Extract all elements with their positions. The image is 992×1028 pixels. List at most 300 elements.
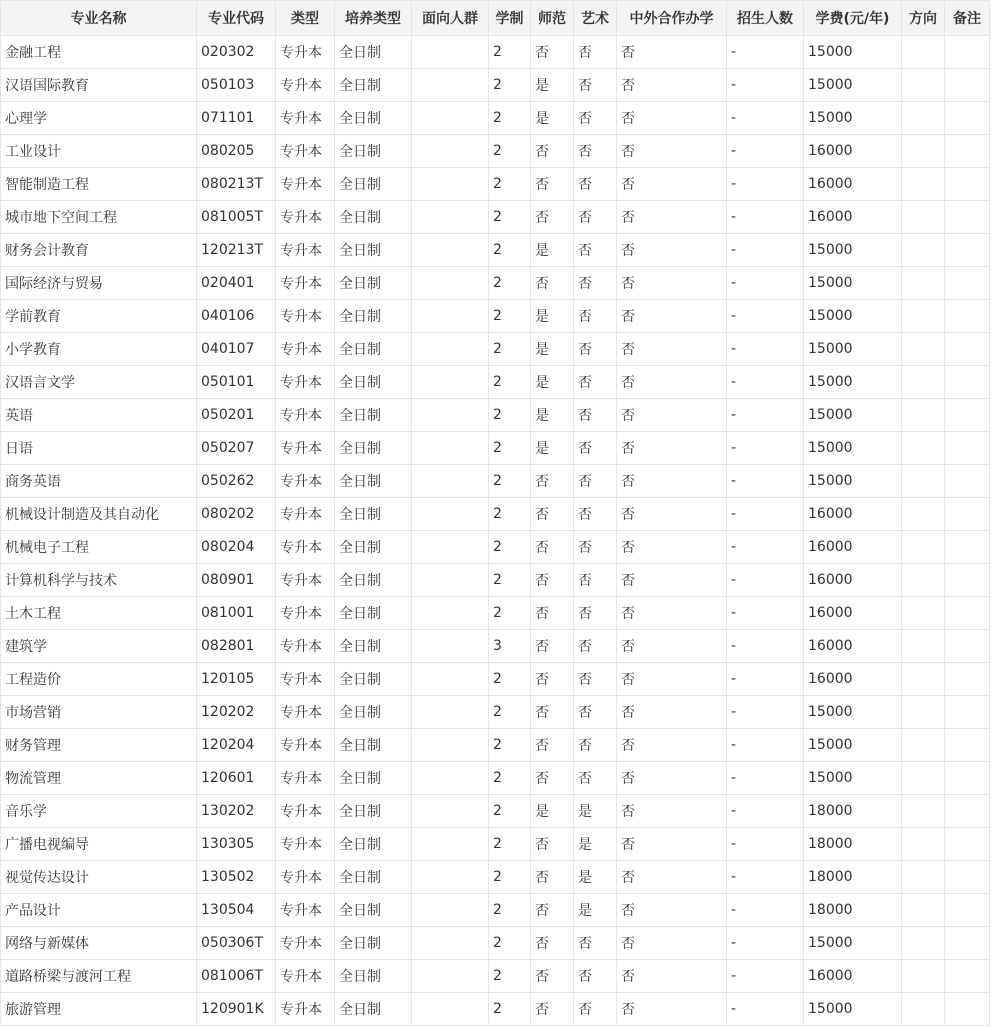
- cell-tuition: 18000: [804, 828, 902, 861]
- cell-study-mode: 全日制: [335, 597, 412, 630]
- cell-tuition: 15000: [804, 36, 902, 69]
- cell-target-group: [412, 102, 489, 135]
- cell-sino-foreign: 否: [617, 762, 727, 795]
- cell-tuition: 15000: [804, 69, 902, 102]
- cell-tuition: 15000: [804, 696, 902, 729]
- cell-major-code: 080205: [197, 135, 276, 168]
- cell-remarks: [945, 630, 990, 663]
- cell-type: 专升本: [276, 366, 335, 399]
- cell-direction: [902, 993, 945, 1026]
- cell-sino-foreign: 否: [617, 795, 727, 828]
- cell-enrollment: -: [727, 135, 804, 168]
- cell-duration: 2: [489, 927, 531, 960]
- cell-type: 专升本: [276, 168, 335, 201]
- cell-major-name: 财务管理: [1, 729, 197, 762]
- cell-sino-foreign: 否: [617, 597, 727, 630]
- cell-arts: 是: [574, 828, 617, 861]
- cell-major-name: 网络与新媒体: [1, 927, 197, 960]
- cell-arts: 否: [574, 399, 617, 432]
- cell-target-group: [412, 729, 489, 762]
- cell-remarks: [945, 696, 990, 729]
- cell-duration: 2: [489, 564, 531, 597]
- cell-enrollment: -: [727, 828, 804, 861]
- cell-enrollment: -: [727, 960, 804, 993]
- cell-arts: 否: [574, 630, 617, 663]
- cell-major-code: 120601: [197, 762, 276, 795]
- cell-target-group: [412, 498, 489, 531]
- cell-direction: [902, 201, 945, 234]
- table-row: [1, 729, 990, 762]
- cell-duration: 2: [489, 498, 531, 531]
- cell-tuition: 16000: [804, 663, 902, 696]
- cell-type: 专升本: [276, 201, 335, 234]
- cell-sino-foreign: 否: [617, 531, 727, 564]
- cell-type: 专升本: [276, 135, 335, 168]
- cell-sino-foreign: 否: [617, 663, 727, 696]
- cell-major-name: 音乐学: [1, 795, 197, 828]
- cell-major-name: 汉语国际教育: [1, 69, 197, 102]
- cell-remarks: [945, 399, 990, 432]
- cell-study-mode: 全日制: [335, 135, 412, 168]
- cell-major-code: 050306T: [197, 927, 276, 960]
- cell-remarks: [945, 366, 990, 399]
- table-row: [1, 960, 990, 993]
- cell-sino-foreign: 否: [617, 234, 727, 267]
- cell-sino-foreign: 否: [617, 102, 727, 135]
- cell-normal-school: 否: [531, 36, 574, 69]
- cell-arts: 否: [574, 960, 617, 993]
- cell-target-group: [412, 267, 489, 300]
- cell-major-code: 130305: [197, 828, 276, 861]
- cell-arts: 否: [574, 597, 617, 630]
- cell-target-group: [412, 465, 489, 498]
- cell-duration: 2: [489, 300, 531, 333]
- cell-major-code: 080213T: [197, 168, 276, 201]
- cell-study-mode: 全日制: [335, 729, 412, 762]
- cell-arts: 否: [574, 729, 617, 762]
- cell-normal-school: 是: [531, 300, 574, 333]
- cell-normal-school: 是: [531, 333, 574, 366]
- cell-major-code: 082801: [197, 630, 276, 663]
- cell-direction: [902, 432, 945, 465]
- cell-arts: 否: [574, 102, 617, 135]
- table-row: [1, 267, 990, 300]
- cell-normal-school: 否: [531, 729, 574, 762]
- cell-arts: 否: [574, 135, 617, 168]
- cell-remarks: [945, 663, 990, 696]
- cell-direction: [902, 663, 945, 696]
- cell-major-name: 工业设计: [1, 135, 197, 168]
- cell-direction: [902, 234, 945, 267]
- column-header-remarks: 备注: [945, 1, 990, 36]
- cell-tuition: 16000: [804, 960, 902, 993]
- cell-sino-foreign: 否: [617, 729, 727, 762]
- cell-target-group: [412, 663, 489, 696]
- table-row: [1, 927, 990, 960]
- cell-normal-school: 是: [531, 69, 574, 102]
- cell-major-name: 小学教育: [1, 333, 197, 366]
- table-row: [1, 894, 990, 927]
- column-header-direction: 方向: [902, 1, 945, 36]
- cell-major-name: 心理学: [1, 102, 197, 135]
- cell-arts: 否: [574, 69, 617, 102]
- cell-direction: [902, 69, 945, 102]
- cell-duration: 2: [489, 465, 531, 498]
- cell-remarks: [945, 729, 990, 762]
- cell-study-mode: 全日制: [335, 432, 412, 465]
- cell-sino-foreign: 否: [617, 465, 727, 498]
- cell-study-mode: 全日制: [335, 795, 412, 828]
- column-header-arts: 艺术: [574, 1, 617, 36]
- cell-sino-foreign: 否: [617, 993, 727, 1026]
- cell-type: 专升本: [276, 960, 335, 993]
- cell-enrollment: -: [727, 168, 804, 201]
- cell-tuition: 15000: [804, 333, 902, 366]
- cell-study-mode: 全日制: [335, 399, 412, 432]
- cell-enrollment: -: [727, 465, 804, 498]
- cell-type: 专升本: [276, 597, 335, 630]
- cell-target-group: [412, 234, 489, 267]
- cell-remarks: [945, 267, 990, 300]
- cell-direction: [902, 597, 945, 630]
- cell-major-code: 040107: [197, 333, 276, 366]
- cell-type: 专升本: [276, 36, 335, 69]
- cell-normal-school: 否: [531, 531, 574, 564]
- table-row: [1, 663, 990, 696]
- cell-arts: 否: [574, 333, 617, 366]
- cell-enrollment: -: [727, 201, 804, 234]
- cell-remarks: [945, 36, 990, 69]
- table-row: [1, 234, 990, 267]
- cell-normal-school: 否: [531, 168, 574, 201]
- cell-type: 专升本: [276, 927, 335, 960]
- cell-arts: 否: [574, 366, 617, 399]
- cell-type: 专升本: [276, 762, 335, 795]
- cell-duration: 2: [489, 993, 531, 1026]
- cell-arts: 否: [574, 432, 617, 465]
- cell-direction: [902, 729, 945, 762]
- header-row: [1, 1, 990, 36]
- cell-major-name: 机械电子工程: [1, 531, 197, 564]
- cell-target-group: [412, 960, 489, 993]
- column-header-normal-school: 师范: [531, 1, 574, 36]
- cell-major-code: 081006T: [197, 960, 276, 993]
- cell-direction: [902, 861, 945, 894]
- cell-major-code: 050101: [197, 366, 276, 399]
- cell-tuition: 16000: [804, 201, 902, 234]
- cell-tuition: 15000: [804, 399, 902, 432]
- cell-major-name: 计算机科学与技术: [1, 564, 197, 597]
- table-row: [1, 102, 990, 135]
- table-row: [1, 861, 990, 894]
- cell-enrollment: -: [727, 762, 804, 795]
- cell-arts: 否: [574, 762, 617, 795]
- cell-enrollment: -: [727, 333, 804, 366]
- cell-duration: 2: [489, 36, 531, 69]
- cell-tuition: 18000: [804, 894, 902, 927]
- cell-arts: 是: [574, 795, 617, 828]
- cell-type: 专升本: [276, 498, 335, 531]
- cell-remarks: [945, 201, 990, 234]
- cell-direction: [902, 630, 945, 663]
- cell-major-code: 081001: [197, 597, 276, 630]
- cell-target-group: [412, 69, 489, 102]
- cell-arts: 否: [574, 564, 617, 597]
- cell-target-group: [412, 630, 489, 663]
- cell-tuition: 15000: [804, 465, 902, 498]
- cell-enrollment: -: [727, 663, 804, 696]
- cell-enrollment: -: [727, 795, 804, 828]
- cell-type: 专升本: [276, 729, 335, 762]
- cell-enrollment: -: [727, 564, 804, 597]
- cell-sino-foreign: 否: [617, 399, 727, 432]
- cell-tuition: 16000: [804, 597, 902, 630]
- cell-type: 专升本: [276, 300, 335, 333]
- cell-remarks: [945, 531, 990, 564]
- cell-arts: 否: [574, 531, 617, 564]
- cell-target-group: [412, 597, 489, 630]
- cell-type: 专升本: [276, 531, 335, 564]
- cell-direction: [902, 828, 945, 861]
- cell-normal-school: 否: [531, 861, 574, 894]
- cell-remarks: [945, 465, 990, 498]
- table-row: [1, 333, 990, 366]
- cell-remarks: [945, 927, 990, 960]
- table-row: [1, 597, 990, 630]
- cell-target-group: [412, 894, 489, 927]
- cell-direction: [902, 531, 945, 564]
- cell-study-mode: 全日制: [335, 531, 412, 564]
- table-row: [1, 432, 990, 465]
- cell-target-group: [412, 399, 489, 432]
- table-body: [1, 36, 990, 1026]
- cell-remarks: [945, 135, 990, 168]
- cell-remarks: [945, 69, 990, 102]
- cell-target-group: [412, 795, 489, 828]
- cell-major-code: 080901: [197, 564, 276, 597]
- cell-enrollment: -: [727, 894, 804, 927]
- cell-major-name: 汉语言文学: [1, 366, 197, 399]
- cell-major-name: 广播电视编导: [1, 828, 197, 861]
- cell-duration: 2: [489, 828, 531, 861]
- cell-study-mode: 全日制: [335, 993, 412, 1026]
- cell-type: 专升本: [276, 234, 335, 267]
- cell-tuition: 15000: [804, 102, 902, 135]
- cell-remarks: [945, 960, 990, 993]
- cell-normal-school: 否: [531, 927, 574, 960]
- cell-target-group: [412, 300, 489, 333]
- cell-arts: 否: [574, 498, 617, 531]
- cell-target-group: [412, 135, 489, 168]
- cell-normal-school: 否: [531, 960, 574, 993]
- cell-type: 专升本: [276, 993, 335, 1026]
- cell-major-code: 120202: [197, 696, 276, 729]
- cell-target-group: [412, 993, 489, 1026]
- cell-direction: [902, 102, 945, 135]
- cell-study-mode: 全日制: [335, 333, 412, 366]
- cell-target-group: [412, 564, 489, 597]
- cell-normal-school: 是: [531, 795, 574, 828]
- cell-remarks: [945, 168, 990, 201]
- cell-enrollment: -: [727, 696, 804, 729]
- cell-duration: 2: [489, 696, 531, 729]
- table-row: [1, 630, 990, 663]
- cell-enrollment: -: [727, 69, 804, 102]
- cell-duration: 2: [489, 168, 531, 201]
- cell-arts: 否: [574, 696, 617, 729]
- cell-tuition: 15000: [804, 993, 902, 1026]
- cell-major-code: 080202: [197, 498, 276, 531]
- cell-direction: [902, 927, 945, 960]
- cell-target-group: [412, 861, 489, 894]
- cell-duration: 2: [489, 234, 531, 267]
- cell-duration: 2: [489, 102, 531, 135]
- cell-major-code: 130502: [197, 861, 276, 894]
- cell-remarks: [945, 762, 990, 795]
- cell-sino-foreign: 否: [617, 135, 727, 168]
- cell-sino-foreign: 否: [617, 498, 727, 531]
- cell-tuition: 15000: [804, 762, 902, 795]
- cell-direction: [902, 135, 945, 168]
- cell-sino-foreign: 否: [617, 366, 727, 399]
- cell-sino-foreign: 否: [617, 333, 727, 366]
- cell-target-group: [412, 432, 489, 465]
- column-header-target-group: 面向人群: [412, 1, 489, 36]
- table-row: [1, 36, 990, 69]
- cell-direction: [902, 795, 945, 828]
- cell-study-mode: 全日制: [335, 36, 412, 69]
- cell-duration: 2: [489, 333, 531, 366]
- cell-arts: 是: [574, 894, 617, 927]
- cell-normal-school: 否: [531, 465, 574, 498]
- cell-duration: 2: [489, 267, 531, 300]
- cell-direction: [902, 465, 945, 498]
- cell-sino-foreign: 否: [617, 894, 727, 927]
- cell-arts: 否: [574, 234, 617, 267]
- cell-normal-school: 否: [531, 564, 574, 597]
- cell-arts: 否: [574, 465, 617, 498]
- cell-direction: [902, 696, 945, 729]
- cell-study-mode: 全日制: [335, 465, 412, 498]
- table-row: [1, 828, 990, 861]
- cell-arts: 否: [574, 993, 617, 1026]
- cell-normal-school: 否: [531, 630, 574, 663]
- table-row: [1, 498, 990, 531]
- cell-enrollment: -: [727, 498, 804, 531]
- cell-normal-school: 是: [531, 366, 574, 399]
- cell-major-code: 120213T: [197, 234, 276, 267]
- cell-study-mode: 全日制: [335, 366, 412, 399]
- cell-tuition: 15000: [804, 366, 902, 399]
- cell-major-name: 金融工程: [1, 36, 197, 69]
- cell-normal-school: 是: [531, 399, 574, 432]
- cell-duration: 2: [489, 69, 531, 102]
- cell-type: 专升本: [276, 894, 335, 927]
- cell-tuition: 15000: [804, 432, 902, 465]
- cell-enrollment: -: [727, 432, 804, 465]
- cell-enrollment: -: [727, 300, 804, 333]
- cell-major-code: 130202: [197, 795, 276, 828]
- cell-tuition: 16000: [804, 564, 902, 597]
- cell-direction: [902, 564, 945, 597]
- cell-enrollment: -: [727, 531, 804, 564]
- cell-study-mode: 全日制: [335, 696, 412, 729]
- cell-direction: [902, 168, 945, 201]
- cell-study-mode: 全日制: [335, 564, 412, 597]
- cell-direction: [902, 762, 945, 795]
- cell-type: 专升本: [276, 630, 335, 663]
- cell-duration: 3: [489, 630, 531, 663]
- cell-tuition: 18000: [804, 861, 902, 894]
- cell-major-name: 建筑学: [1, 630, 197, 663]
- cell-remarks: [945, 432, 990, 465]
- cell-type: 专升本: [276, 861, 335, 894]
- cell-enrollment: -: [727, 927, 804, 960]
- cell-duration: 2: [489, 201, 531, 234]
- cell-enrollment: -: [727, 36, 804, 69]
- cell-remarks: [945, 564, 990, 597]
- cell-target-group: [412, 762, 489, 795]
- cell-major-name: 市场营销: [1, 696, 197, 729]
- cell-type: 专升本: [276, 69, 335, 102]
- cell-enrollment: -: [727, 267, 804, 300]
- cell-study-mode: 全日制: [335, 498, 412, 531]
- cell-major-code: 020401: [197, 267, 276, 300]
- cell-remarks: [945, 300, 990, 333]
- cell-duration: 2: [489, 432, 531, 465]
- cell-duration: 2: [489, 795, 531, 828]
- cell-type: 专升本: [276, 399, 335, 432]
- cell-duration: 2: [489, 960, 531, 993]
- cell-target-group: [412, 333, 489, 366]
- cell-direction: [902, 36, 945, 69]
- cell-major-name: 工程造价: [1, 663, 197, 696]
- table-row: [1, 465, 990, 498]
- cell-tuition: 16000: [804, 531, 902, 564]
- cell-major-name: 产品设计: [1, 894, 197, 927]
- cell-duration: 2: [489, 597, 531, 630]
- cell-sino-foreign: 否: [617, 69, 727, 102]
- cell-major-name: 土木工程: [1, 597, 197, 630]
- cell-normal-school: 否: [531, 894, 574, 927]
- cell-normal-school: 否: [531, 696, 574, 729]
- cell-major-name: 英语: [1, 399, 197, 432]
- cell-major-name: 视觉传达设计: [1, 861, 197, 894]
- cell-study-mode: 全日制: [335, 762, 412, 795]
- column-header-duration: 学制: [489, 1, 531, 36]
- cell-arts: 否: [574, 663, 617, 696]
- cell-study-mode: 全日制: [335, 267, 412, 300]
- cell-sino-foreign: 否: [617, 960, 727, 993]
- cell-direction: [902, 300, 945, 333]
- cell-major-name: 商务英语: [1, 465, 197, 498]
- cell-remarks: [945, 597, 990, 630]
- cell-major-code: 120204: [197, 729, 276, 762]
- cell-remarks: [945, 861, 990, 894]
- cell-remarks: [945, 993, 990, 1026]
- cell-duration: 2: [489, 762, 531, 795]
- table-row: [1, 300, 990, 333]
- column-header-type: 类型: [276, 1, 335, 36]
- column-header-study-mode: 培养类型: [335, 1, 412, 36]
- cell-sino-foreign: 否: [617, 201, 727, 234]
- cell-duration: 2: [489, 663, 531, 696]
- cell-remarks: [945, 333, 990, 366]
- cell-normal-school: 否: [531, 993, 574, 1026]
- cell-major-name: 日语: [1, 432, 197, 465]
- table-row: [1, 993, 990, 1026]
- cell-target-group: [412, 696, 489, 729]
